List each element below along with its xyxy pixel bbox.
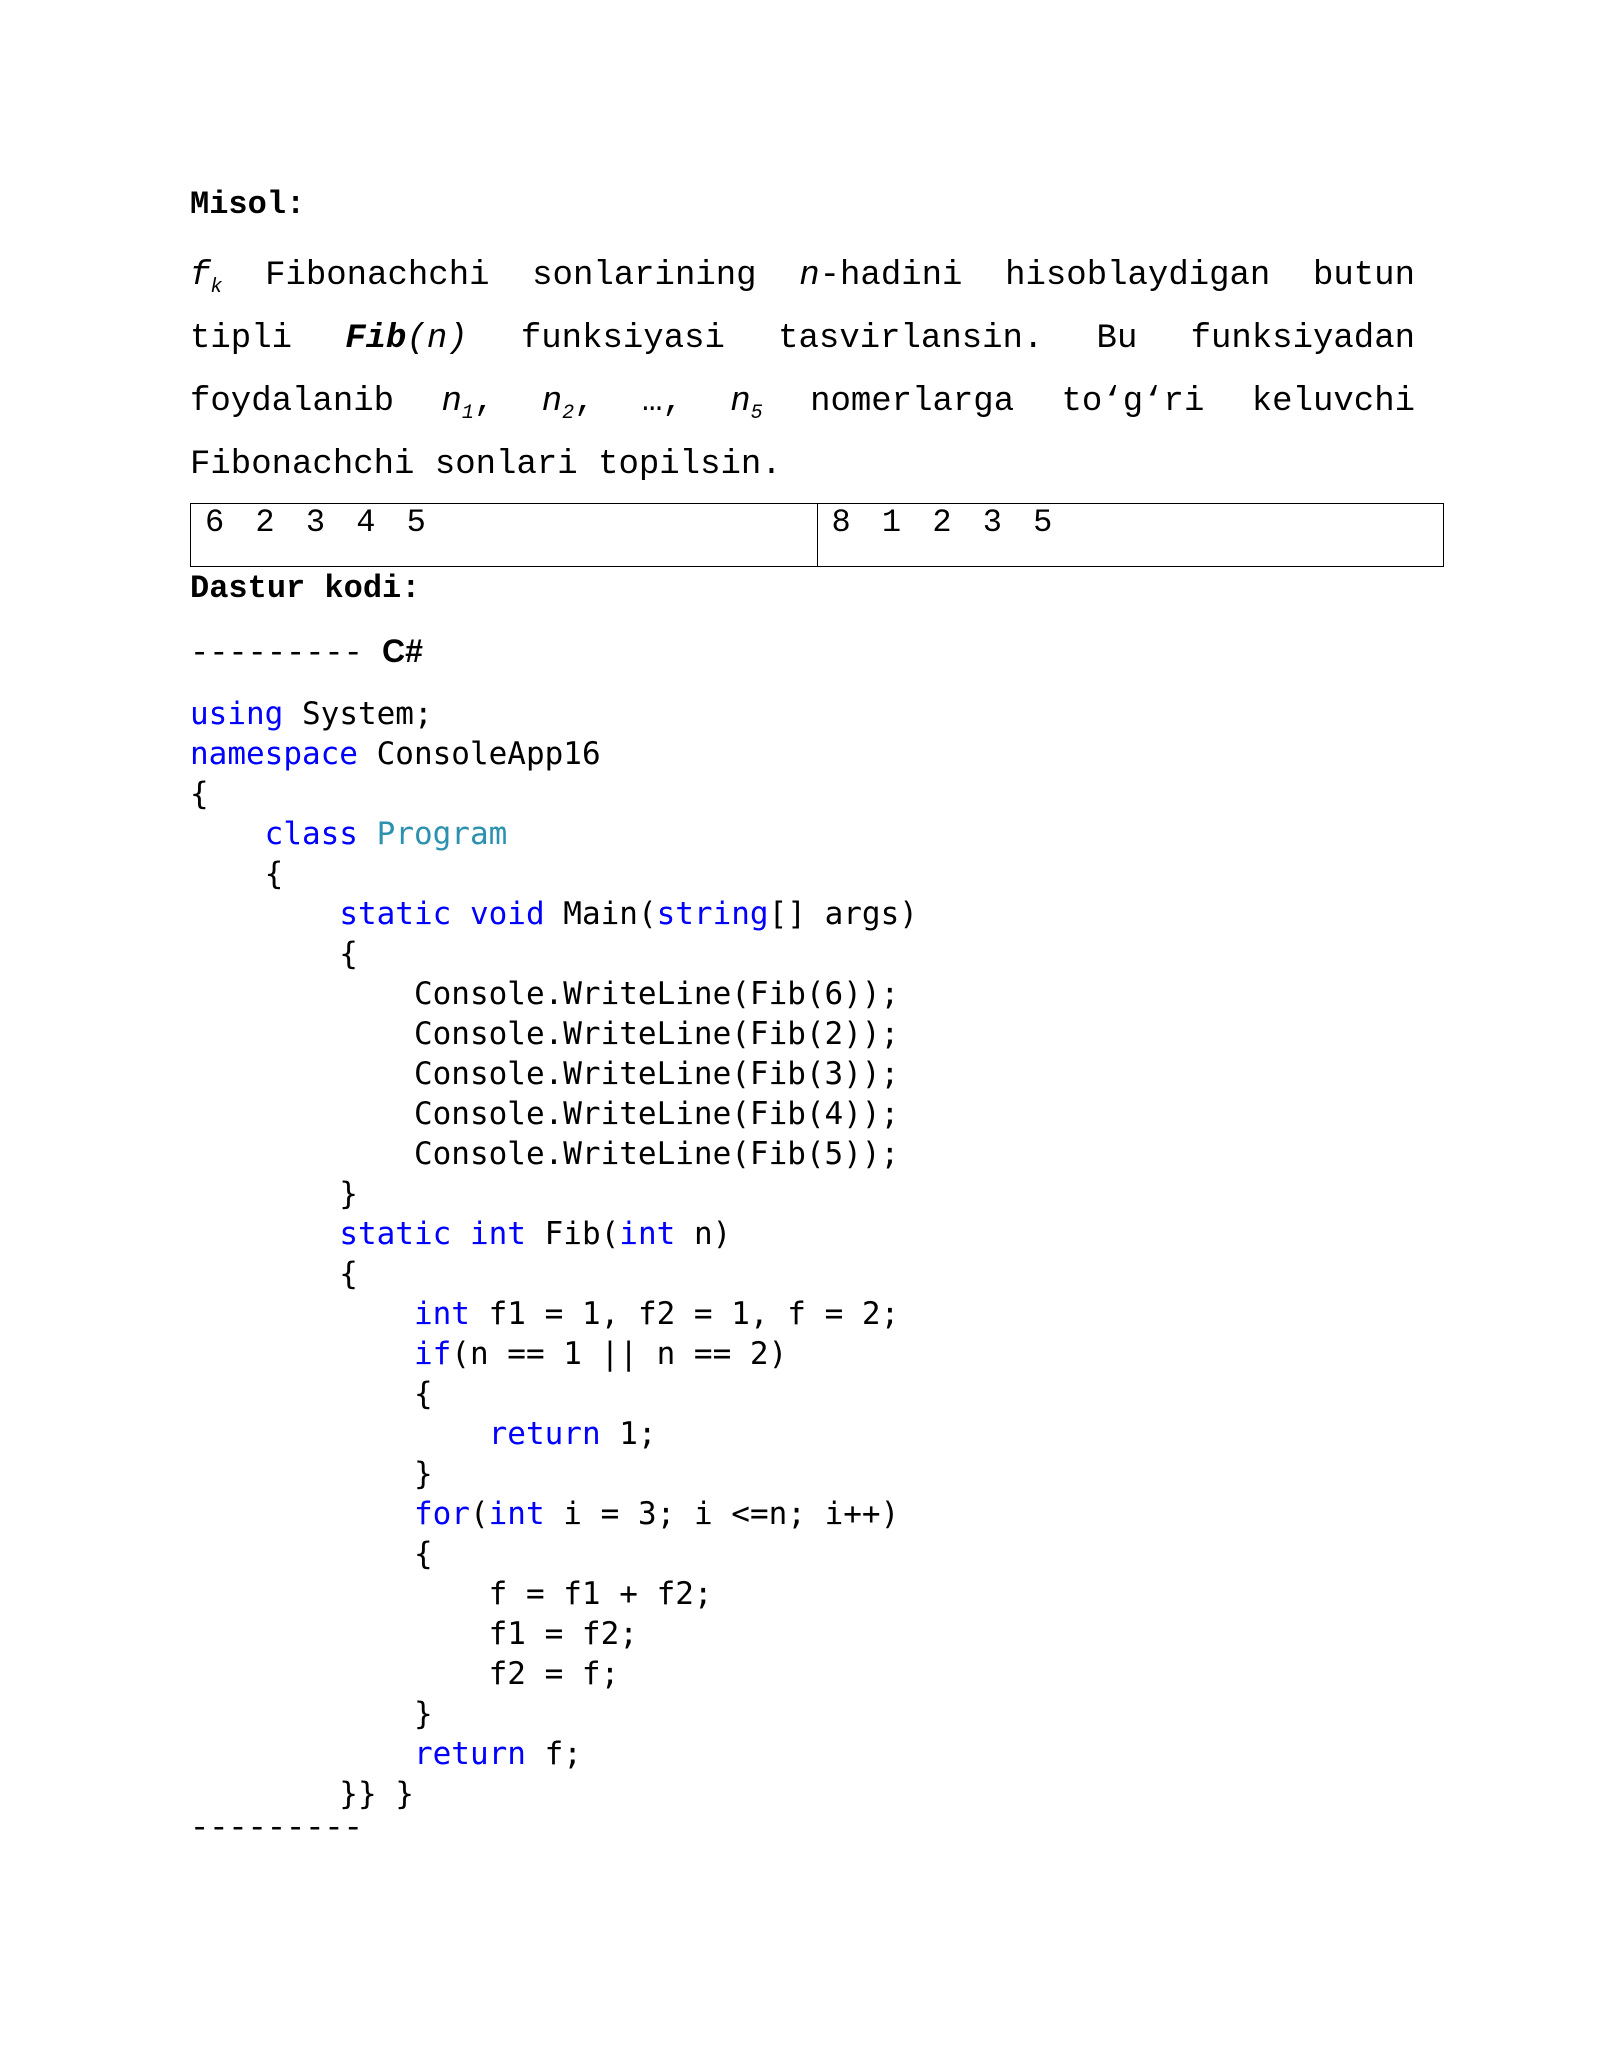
code-block [190,694,1440,1814]
code-keyword: int [413,1296,470,1332]
code-keyword: int [619,1216,676,1252]
input-cell: 6 2 3 4 5 [191,504,818,567]
code-line: { [190,776,209,812]
code-line: { [190,936,358,972]
code-line [190,814,1440,854]
code-line: } [190,1456,433,1492]
code-heading: Dastur kodi: [190,570,421,607]
n2-symbol: n [541,383,563,421]
code-line: }} } [190,1776,414,1812]
code-text: i = 3; i <=n; i++) [544,1496,900,1532]
code-line: } [190,1696,433,1732]
document-page [190,185,1440,1847]
code-indent [190,1496,414,1532]
code-line: } [190,1176,358,1212]
code-keyword: string [656,896,769,932]
code-line: Console.WriteLine(Fib(2)); [190,1016,900,1052]
code-line [190,1214,1440,1254]
n1-symbol: n [441,383,462,421]
code-line: { [190,856,284,892]
code-indent [190,1216,339,1252]
code-line [190,1494,1440,1534]
code-keyword: if [413,1336,452,1372]
code-text: System; [283,696,433,732]
code-line [190,1334,1440,1374]
code-text: f1 = 1, f2 = 1, f = 2; [469,1296,900,1332]
code-text: Main( [544,896,657,932]
fk-symbol: f [190,257,211,295]
code-text: Fib( [525,1216,620,1252]
language-label: C# [382,633,423,669]
code-line: Console.WriteLine(Fib(3)); [190,1056,900,1092]
problem-text-4: nomerlarga to‘g‘ri keluvchi Fibonachchi sonlari topilsin. [190,383,1416,484]
code-text: n) [675,1216,732,1252]
code-text [358,816,377,852]
function-argument: (n) [406,320,468,358]
code-keyword: namespace [190,736,358,772]
code-text: [] args) [768,896,918,932]
fk-subscript: k [210,275,223,299]
code-keyword: class [264,816,358,852]
code-line: f1 = f2; [190,1616,638,1652]
code-keyword: return [413,1736,526,1772]
code-indent [190,1416,489,1452]
code-line: { [190,1536,433,1572]
code-line [190,734,1440,774]
n2-subscript: 2 [562,401,575,425]
code-keyword: static [339,896,452,932]
n1-subscript: 1 [461,401,474,425]
code-line: Console.WriteLine(Fib(6)); [190,976,900,1012]
code-line: f2 = f; [190,1656,620,1692]
code-line [190,1294,1440,1334]
code-line: Console.WriteLine(Fib(5)); [190,1136,900,1172]
code-line: { [190,1256,358,1292]
example-heading: Misol: [190,186,306,223]
code-line: { [190,1376,433,1412]
problem-statement [190,245,1415,497]
end-marker: --------- [190,1810,363,1847]
code-line [190,694,1440,734]
code-line [190,1414,1440,1454]
code-text [451,896,470,932]
code-keyword: for [413,1496,470,1532]
code-text: (n == 1 || n == 2) [451,1336,788,1372]
code-type: Program [376,816,508,852]
code-line [190,894,1440,934]
problem-text-2: -hadini hisoblaydigan butun tipli [190,257,1415,358]
code-keyword: static [339,1216,452,1252]
code-keyword: return [488,1416,601,1452]
code-line [190,1734,1440,1774]
dash-line: --------- [190,635,383,672]
problem-text-1: Fibonachchi sonlarining [222,257,800,295]
separator-2: , …, [574,383,731,421]
separator-1: , [473,383,542,421]
code-keyword: void [469,896,545,932]
n-variable: n [799,257,820,295]
output-cell: 8 1 2 3 5 [817,504,1444,567]
n5-subscript: 5 [750,401,763,425]
function-name: Fib [345,320,407,358]
code-indent [190,816,265,852]
code-indent [190,1336,414,1372]
language-marker [190,631,1440,674]
code-keyword: int [469,1216,526,1252]
code-text [451,1216,470,1252]
code-indent [190,1296,414,1332]
code-keyword: using [190,696,284,732]
code-text: 1; [600,1416,657,1452]
code-indent [190,1736,414,1772]
code-keyword: int [488,1496,545,1532]
input-output-table [190,503,1444,567]
code-line: Console.WriteLine(Fib(4)); [190,1096,900,1132]
n5-symbol: n [730,383,751,421]
code-text: f; [525,1736,582,1772]
table-row [191,504,1444,567]
code-line: f = f1 + f2; [190,1576,713,1612]
code-indent [190,896,339,932]
problem-text-3: funksiyasi tasvirlansin. Bu funksiyadan foydalanib [190,320,1416,421]
code-text: ConsoleApp16 [357,736,601,772]
code-text: ( [469,1496,489,1532]
